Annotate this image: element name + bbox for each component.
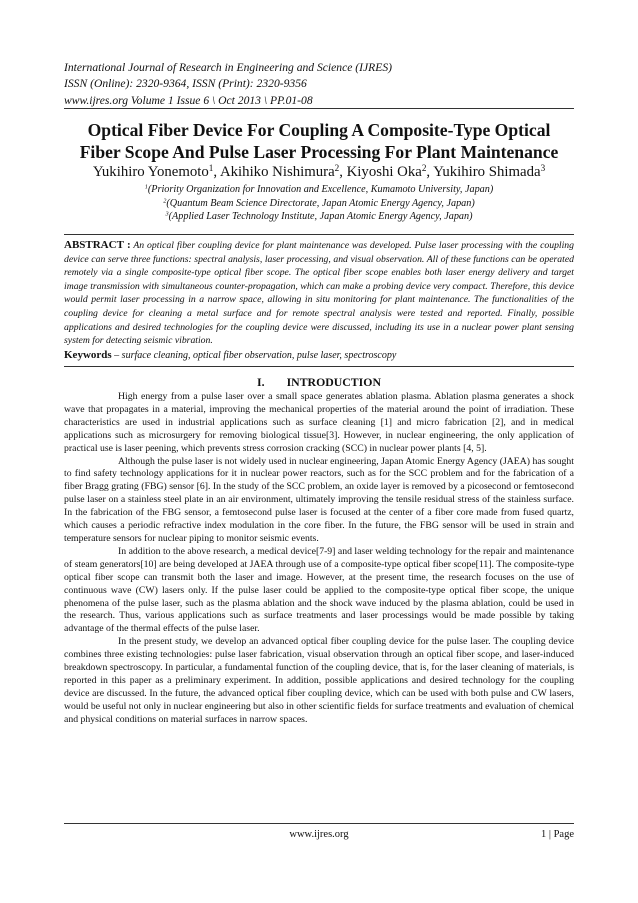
author-affiliation-mark: 3	[540, 162, 546, 173]
paragraph: In addition to the above research, a medical device[7-9] and laser welding technology for the repair and maintenance of steam generators[10] are being developed at JAEA through use of a composite-type optical fiber scope[11]. The composite-type optical fiber scope can transmit both the laser and image. However, at the present time, the research focuses on the use of continuous wave (CW) lasers only. If the pulse laser could be applied to the composite-type optical fiber scope, the unique phenomena of the pulse laser, such as the plasma ablation and the shock wave induced by the plasma ablation, could be used in the research. Thus, various applications such as surface treatments and laser processings would be made possible by taking advantage of the thermal effects of the pulse laser.	[64, 545, 574, 635]
paper-title	[64, 120, 574, 163]
author-list: Yukihiro Yonemoto$^1$, Akihiko Nishimura$^2$, Kiyoshi Oka$^2$, Yukihiro Shimada$^3$	[92, 162, 546, 180]
abstract-label: ABSTRACT :	[64, 239, 131, 251]
abstract	[64, 239, 574, 348]
footer-rule	[64, 823, 574, 824]
title-line-1: Optical Fiber Device For Coupling A Composite-Type Optical	[87, 120, 551, 140]
affiliation: $^2$(Quantum Beam Science Directorate, Japan Atomic Energy Agency, Japan)	[163, 197, 475, 209]
author-affiliation-mark: 2	[421, 162, 427, 173]
keywords-label: Keywords	[64, 349, 112, 361]
section-number: I.	[257, 375, 265, 389]
section-title: INTRODUCTION	[286, 375, 381, 389]
body-text	[64, 391, 574, 727]
affiliation: $^1$(Priority Organization for Innovation and Excellence, Kumamoto University, Japan)	[144, 183, 494, 195]
header-rule	[64, 108, 574, 109]
paragraph: High energy from a pulse laser over a small space generates ablation plasma. Ablation plasma generates a shock wave that propagates in a material, improving the mechanical properties of the material around the point of irradiation. These characteristics are used in industrial applications such as surface cleaning [1] and micro fabrication [2], and in medical applications such as microsurgery for removing biological tissue[3]. However, in nuclear engineering, the only application of practical use is laser peening, which prevents stress corrosion cracking (SCC) in nuclear power plants [4, 5].	[64, 391, 574, 454]
affiliation: $^3$(Applied Laser Technology Institute, Japan Atomic Energy Agency, Japan)	[165, 210, 473, 223]
paragraph: Although the pulse laser is not widely used in nuclear engineering, Japan Atomic Energy Agency (JAEA) has sought to find safety technology applications for it in nuclear power reactors, such as for the SCC problem and for the fabrication of a fiber Bragg grating (FBG) sensor [6]. In the study of the SCC problem, an oxide layer is removed by a picosecond or femtosecond pulse laser on a stainless steel plate in an air environment, ultimately improving the tensile residual stress of the stainless surface. In the fabrication of the FBG sensor, a femtosecond pulse laser is focused at the center of a fiber core made from fused quartz, which causes a periodic refractive index modulation in the core fiber. In the future, the FBG sensor will be used in strain and temperature sensors for nuclear piping to monitor seismic events.	[64, 455, 574, 544]
journal-name: International Journal of Research in Engineering and Science (IJRES)	[64, 61, 392, 74]
journal-volume: www.ijres.org Volume 1 Issue 6 \ Oct 2013 \ PP.01-08	[64, 93, 313, 107]
keywords-text: surface cleaning, optical fiber observation, pulse laser, spectroscopy	[121, 350, 397, 361]
author-name: Yukihiro Yonemoto	[92, 164, 209, 180]
footer-url: www.ijres.org	[289, 829, 349, 840]
journal-issn: ISSN (Online): 2320-9364, ISSN (Print): 2320-9356	[64, 77, 307, 91]
author-name: Yukihiro Shimada	[433, 164, 541, 180]
paragraph: In the present study, we develop an advanced optical fiber coupling device for the pulse laser. The coupling device combines three existing technologies: pulse laser fabrication, visual observation through an optical fiber scope, and laser-induced breakdown spectroscopy. In particular, a fundamental function of the coupling device, that is, for the laser cleaning of materials, is reported in this paper as a preliminary experiment. In addition, possible applications and desired technology for the coupling device are discussed. In the future, the advanced optical fiber coupling device, which can be used with both pulse and CW lasers, would be useful not only in nuclear engineering but also in other scientific fields for surface treatments and evaluation of chemical and physical conditions on material surfaces in narrow spaces.	[64, 636, 574, 725]
title-line-2: Fiber Scope And Pulse Laser Processing For Plant Maintenance	[79, 141, 559, 162]
section-heading	[64, 375, 574, 390]
author-name: Akihiko Nishimura	[219, 164, 335, 180]
author-affiliation-mark: 1	[208, 162, 214, 173]
author-name: Kiyoshi Oka	[346, 164, 422, 180]
page-number: 1 | Page	[540, 829, 574, 840]
affiliation-list	[64, 183, 574, 224]
author-affiliation-mark: 2	[334, 162, 340, 173]
abstract-top-rule	[64, 234, 574, 235]
keywords-rule	[64, 366, 574, 367]
keywords: Keywords – surface cleaning, optical fiber observation, pulse laser, spectroscopy	[64, 349, 397, 361]
journal-header	[64, 60, 574, 109]
abstract-text: An optical fiber coupling device for plant maintenance was developed. Pulse laser processing with the coupling device can serve three functions: spectral analysis, laser processing, and visual observation. All of these functions can be operated remotely via a single composite-type optical fiber scope. The optical fiber scope enables both laser energy delivery and target image transmission with simultaneous counter-propagation, which can make a probing device very compact. Therefore, this device would permit laser processing in a narrow space, allowing in situ monitoring for plant maintenance. The functionalities of the coupling device for cleaning a metal surface and for remote spectral analysis were tested and reported. Finally, possible applications and desired technologies for the coupling device were discussed, including its use in a nuclear power plant sensing system for detecting seismic vibration.	[64, 240, 574, 347]
